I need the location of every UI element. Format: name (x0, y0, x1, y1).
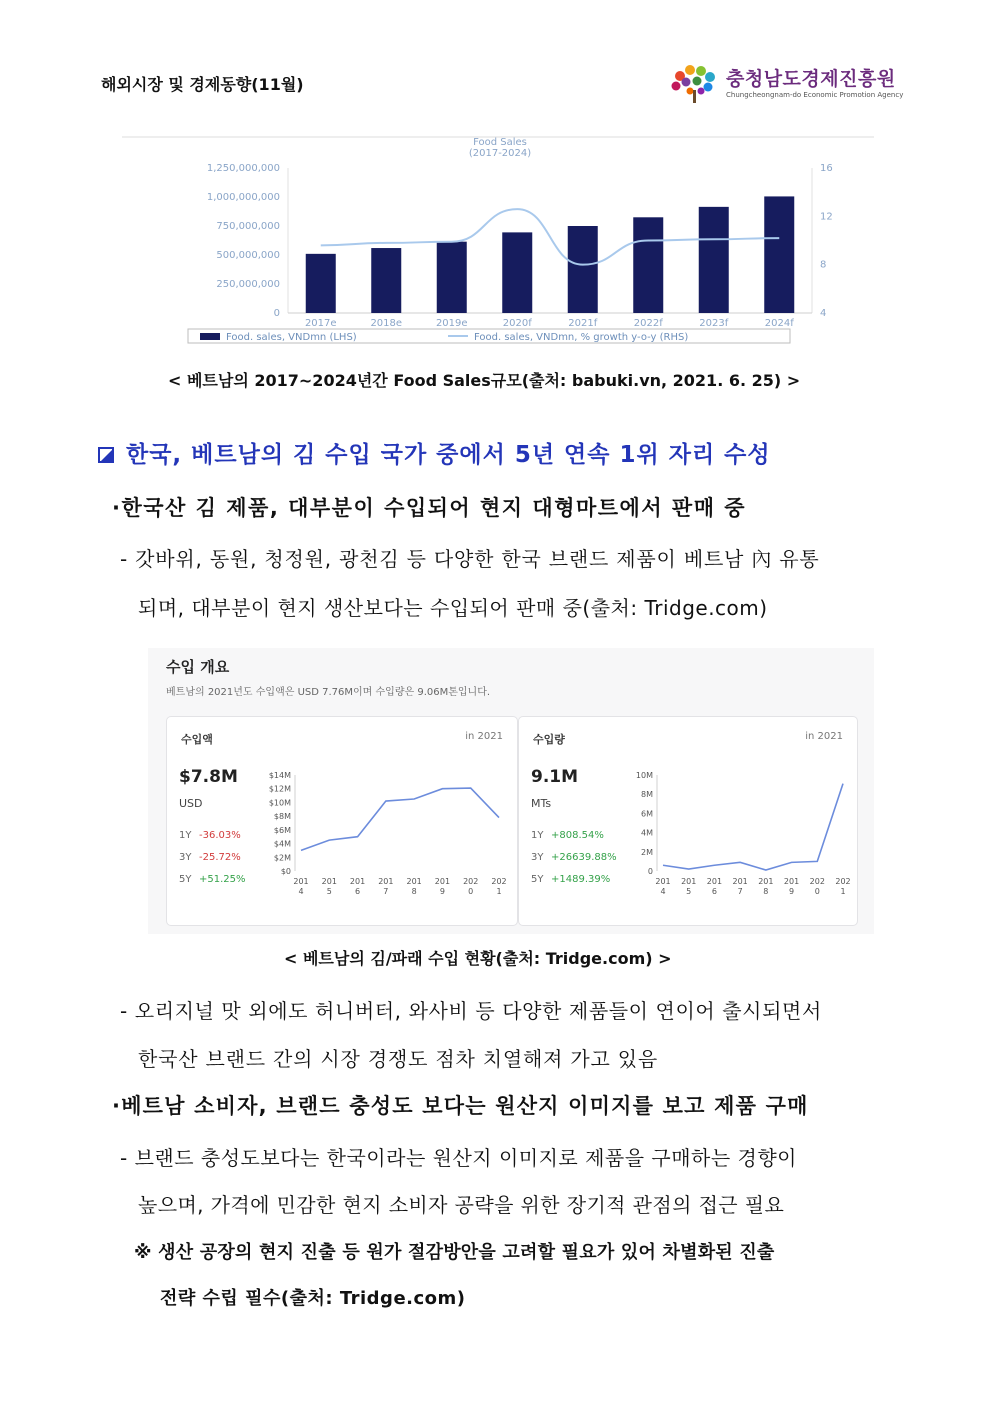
stat-row: 5Y +1489.39% (531, 874, 611, 885)
note-line2: 전략 수립 필수(출처: Tridge.com) (160, 1288, 466, 1309)
x-tick-label-top: 202 (491, 877, 507, 886)
section-heading-text: 한국, 베트남의 김 수입 국가 중에서 5년 연속 1위 자리 수성 (126, 442, 771, 468)
food-sales-bar (764, 196, 794, 313)
logo-subtitle: Chungcheongnam-do Economic Promotion Agency (726, 91, 904, 99)
y-tick-label: 2M (641, 847, 653, 857)
trend-line-series (663, 784, 843, 870)
y-tick-label: $12M (268, 784, 291, 794)
x-tick-label: 2017e (304, 318, 337, 329)
x-tick-label-top: 201 (758, 877, 774, 886)
y-tick-label: 0 (647, 867, 653, 876)
food-sales-bar (437, 242, 467, 313)
x-tick-label-bottom: 5 (326, 887, 332, 896)
trend-line-series (301, 788, 499, 850)
volume-card-big-number: 9.1M (531, 767, 579, 787)
x-tick-label-top: 201 (732, 877, 748, 886)
y-tick-label: 8M (641, 790, 653, 800)
y-tick-label: 6M (641, 809, 653, 819)
food-sales-chart-svg (122, 132, 874, 350)
legend-bar-label: Food. sales, VNDmn (LHS) (226, 332, 357, 343)
x-tick-label-bottom: 5 (686, 887, 692, 896)
x-tick-label-bottom: 7 (383, 887, 389, 896)
y-left-tick-label: 250,000,000 (216, 279, 280, 290)
x-tick-label: 2020f (502, 318, 532, 329)
section-square-icon (98, 447, 114, 463)
y-tick-label: $8M (273, 812, 291, 822)
bullet-heading-1 (112, 492, 746, 522)
stat-row: 1Y +808.54% (531, 830, 604, 841)
x-tick-label-top: 201 (349, 877, 366, 886)
bullet1-line2: 되며, 대부분이 현지 생산보다는 수입되어 판매 중(출처: Tridge.com) (138, 596, 768, 620)
bullet-dot-icon: · (112, 1094, 122, 1118)
x-tick-label: 2018e (370, 318, 403, 329)
value-line-chart (267, 769, 507, 917)
stat-row: 5Y +51.25% (179, 874, 246, 885)
x-tick-label-bottom: 0 (814, 887, 820, 896)
x-tick-label-bottom: 6 (355, 887, 361, 896)
x-tick-label-top: 201 (706, 877, 723, 886)
value-card-unit: USD (179, 797, 203, 810)
x-tick-label-top: 202 (809, 877, 825, 886)
document-header-title: 해외시장 및 경제동향(11월) (101, 75, 304, 94)
y-left-tick-label: 500,000,000 (216, 250, 280, 261)
bullet-dot-icon: · (112, 496, 122, 520)
bullet2-line2: 높으며, 가격에 민감한 현지 소비자 공략을 위한 장기적 관점의 접근 필요 (138, 1193, 785, 1217)
chart-subtitle: (2017-2024) (468, 148, 532, 159)
x-tick-label-top: 202 (463, 877, 479, 886)
x-tick-label: 2019e (435, 318, 468, 329)
para2-line1: - 오리지널 맛 외에도 허니버터, 와사비 등 다양한 제품들이 연이어 출시되면서 (120, 999, 822, 1023)
food-sales-bar (633, 217, 663, 313)
food-sales-bar (699, 207, 729, 313)
y-tick-label: $6M (273, 825, 291, 835)
volume-line-chart (629, 769, 851, 917)
y-right-tick-label: 4 (820, 308, 827, 319)
volume-card-unit: MTs (531, 797, 552, 810)
bullet-heading-2-text: 베트남 소비자, 브랜드 충성도 보다는 원산지 이미지를 보고 제품 구매 (121, 1094, 809, 1118)
x-tick-label: 2024f (764, 318, 794, 329)
food-chart-caption: < 베트남의 2017~2024년간 Food Sales규모(출처: babuki.vn, 2021. 6. 25) > (168, 371, 801, 390)
import-overview-panel (148, 648, 874, 934)
x-tick-label: 2023f (699, 318, 729, 329)
x-tick-label-bottom: 6 (711, 887, 717, 896)
x-tick-label-top: 201 (321, 877, 337, 886)
y-tick-label: $4M (273, 839, 291, 849)
value-card-label: 수입액 (181, 733, 213, 746)
bullet-heading-1-text: 한국산 김 제품, 대부분이 수입되어 현지 대형마트에서 판매 중 (121, 496, 747, 520)
chart-title: Food Sales (473, 137, 527, 148)
food-sales-bar (568, 226, 598, 313)
tree-logo-icon (668, 62, 724, 104)
x-tick-label-bottom: 0 (468, 887, 474, 896)
y-left-tick-label: 1,250,000,000 (206, 163, 280, 174)
stat-row: 3Y +26639.88% (531, 852, 617, 863)
import-panel-caption: < 베트남의 김/파래 수입 현황(출처: Tridge.com) > (284, 949, 672, 968)
import-panel-desc: 베트남의 2021년도 수입액은 USD 7.76M이며 수입량은 9.06M톤입니다. (166, 687, 491, 698)
x-tick-label-top: 201 (655, 877, 671, 886)
y-left-tick-label: 750,000,000 (216, 221, 280, 232)
y-left-tick-label: 0 (273, 308, 280, 319)
x-tick-label-bottom: 4 (660, 887, 666, 896)
stat-row: 1Y -36.03% (179, 830, 241, 841)
x-tick-label-top: 201 (293, 877, 309, 886)
x-tick-label-bottom: 9 (439, 887, 445, 896)
import-value-card (166, 716, 518, 926)
x-tick-label-top: 201 (681, 877, 697, 886)
x-tick-label-bottom: 1 (840, 887, 846, 896)
x-tick-label: 2021f (568, 318, 598, 329)
section-heading (98, 436, 771, 469)
bullet-heading-2 (112, 1090, 809, 1120)
food-sales-bar (306, 254, 336, 313)
import-volume-card (518, 716, 858, 926)
stat-row: 3Y -25.72% (179, 852, 241, 863)
y-tick-label: $10M (268, 798, 291, 808)
x-tick-label-bottom: 4 (298, 887, 304, 896)
note-line1: ※ 생산 공장의 현지 진출 등 원가 절감방안을 고려할 필요가 있어 차별화된 진출 (134, 1242, 775, 1263)
y-right-tick-label: 16 (820, 163, 833, 174)
y-right-tick-label: 12 (820, 211, 833, 223)
legend-line-label: Food. sales, VNDmn, % growth y-o-y (RHS) (474, 332, 689, 343)
y-left-tick-label: 1,000,000,000 (206, 192, 280, 203)
volume-card-label: 수입량 (533, 733, 565, 746)
y-tick-label: 10M (635, 771, 653, 780)
y-right-tick-label: 8 (820, 259, 827, 271)
value-card-stats (179, 825, 246, 891)
y-tick-label: $14M (268, 771, 291, 780)
logo-name: 충청남도경제진흥원 (726, 68, 896, 90)
import-panel-title: 수입 개요 (166, 658, 230, 676)
food-sales-bar (371, 248, 401, 313)
value-card-year: in 2021 (465, 731, 503, 742)
y-tick-label: $2M (273, 853, 291, 863)
x-tick-label: 2022f (633, 318, 663, 329)
food-sales-chart (122, 132, 874, 350)
volume-card-year: in 2021 (805, 731, 843, 742)
x-tick-label-top: 202 (835, 877, 851, 886)
x-tick-label-bottom: 1 (496, 887, 502, 896)
x-tick-label-top: 201 (434, 877, 451, 886)
x-tick-label-top: 201 (783, 877, 800, 886)
y-tick-label: 4M (641, 828, 653, 838)
x-tick-label-bottom: 8 (763, 887, 769, 896)
x-tick-label-bottom: 7 (737, 887, 743, 896)
x-tick-label-bottom: 9 (789, 887, 795, 896)
bullet2-line1: - 브랜드 충성도보다는 한국이라는 원산지 이미지로 제품을 구매하는 경향이 (120, 1146, 797, 1170)
y-tick-label: $0 (280, 867, 291, 876)
para2-line2: 한국산 브랜드 간의 시장 경쟁도 점차 치열해져 가고 있음 (138, 1047, 659, 1071)
food-sales-bar (502, 232, 532, 313)
volume-card-stats (531, 825, 617, 891)
legend-bar-swatch (200, 333, 220, 340)
x-tick-label-bottom: 8 (411, 887, 417, 896)
x-tick-label-top: 201 (406, 877, 422, 886)
bullet1-line1: - 갓바위, 동원, 청정원, 광천김 등 다양한 한국 브랜드 제품이 베트남 內 유통 (120, 547, 820, 571)
value-card-big-number: $7.8M (179, 767, 238, 787)
x-tick-label-top: 201 (378, 877, 394, 886)
